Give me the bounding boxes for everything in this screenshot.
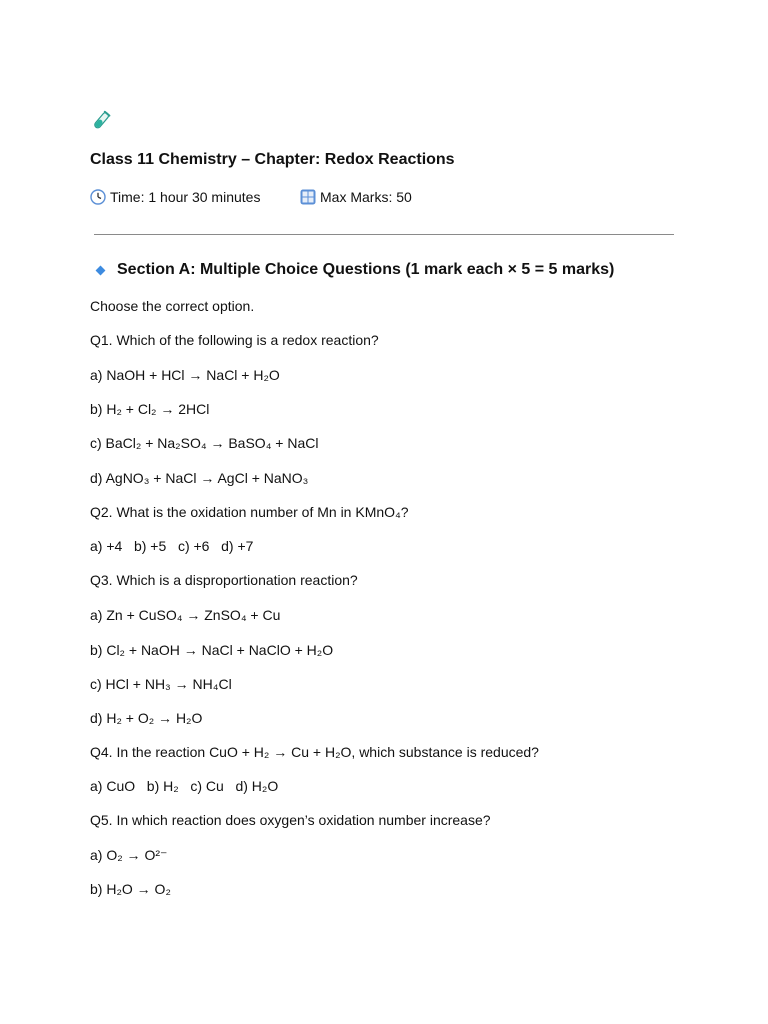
option-line: a) +4 b) +5 c) +6 d) +7 xyxy=(90,538,254,554)
time-info xyxy=(90,187,260,207)
option-line: c) HCl + NH₃ → NH₄Cl xyxy=(90,676,232,692)
instruction-text: Choose the correct option. xyxy=(90,298,255,314)
section-a-title: Section A: Multiple Choice Questions (1 mark each × 5 = 5 marks) xyxy=(117,261,615,278)
time-label: Time: 1 hour 30 minutes xyxy=(110,189,261,205)
option-line: a) O₂ → O²⁻ xyxy=(90,847,168,863)
clock-icon xyxy=(90,189,106,205)
option-line: a) NaOH + HCl → NaCl + H₂O xyxy=(90,367,280,383)
question-line: Q1. Which of the following is a redox reaction? xyxy=(90,332,379,348)
question-line: Q2. What is the oxidation number of Mn in KMnO₄? xyxy=(90,504,409,520)
question-line: Q5. In which reaction does oxygen’s oxidation number increase? xyxy=(90,812,491,828)
option-line: a) CuO b) H₂ c) Cu d) H₂O xyxy=(90,778,279,794)
option-line: b) H₂O → O₂ xyxy=(90,881,171,897)
option-line: d) AgNO₃ + NaCl → AgCl + NaNO₃ xyxy=(90,470,309,486)
option-line: a) Zn + CuSO₄ → ZnSO₄ + Cu xyxy=(90,607,281,623)
test-tube-icon xyxy=(90,110,112,132)
horizontal-divider xyxy=(94,234,674,235)
option-line: c) BaCl₂ + Na₂SO₄ → BaSO₄ + NaCl xyxy=(90,435,319,451)
section-a-heading xyxy=(96,260,614,280)
marks-info xyxy=(300,187,412,207)
question-line: Q3. Which is a disproportionation reaction? xyxy=(90,572,358,588)
page-title: Class 11 Chemistry – Chapter: Redox Reactions xyxy=(90,151,455,168)
option-line: b) H₂ + Cl₂ → 2HCl xyxy=(90,401,210,417)
max-marks-label: Max Marks: 50 xyxy=(320,189,412,205)
option-line: b) Cl₂ + NaOH → NaCl + NaClO + H₂O xyxy=(90,642,334,658)
numbers-icon xyxy=(300,189,316,205)
question-line: Q4. In the reaction CuO + H₂ → Cu + H₂O, which substance is reduced? xyxy=(90,744,539,760)
blue-diamond-icon xyxy=(96,265,106,275)
option-line: d) H₂ + O₂ → H₂O xyxy=(90,710,203,726)
